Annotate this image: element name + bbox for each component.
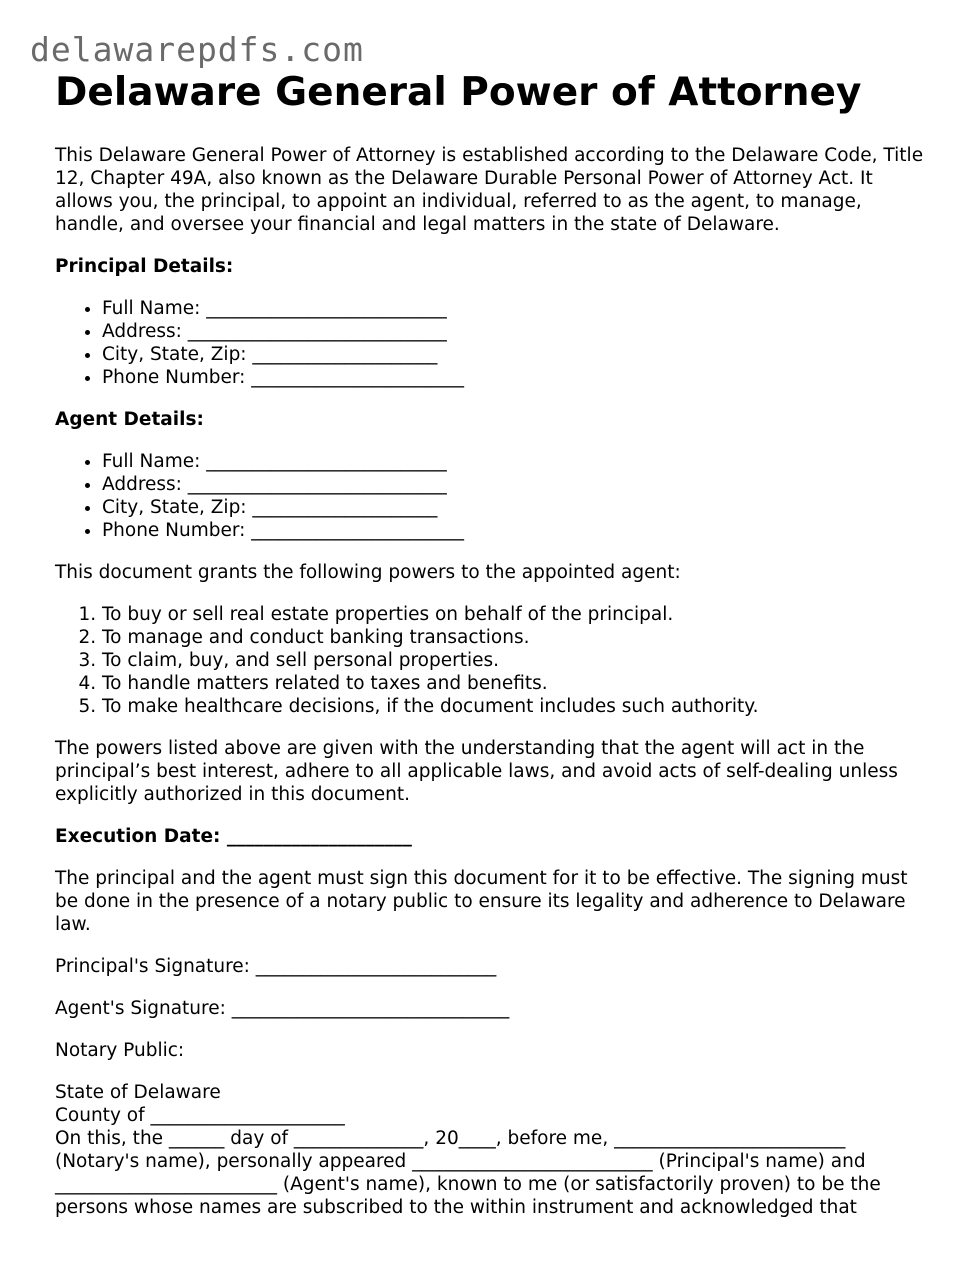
execution-date-field: Execution Date: ____________________ <box>55 826 412 847</box>
powers-list <box>55 603 935 718</box>
intro-paragraph: This Delaware General Power of Attorney is established according to the Delaware Code, Title 12, Chapter 49A, also known as the Delaware Durable Personal Power of Attorney Act. It allows you, the principal, to appoint an individual, referred to as the agent, to manage, handle, and oversee your financial and legal matters in the state of Delaware. <box>55 145 924 235</box>
power-item: 2. To manage and conduct banking transactions. <box>102 626 935 649</box>
principal-details-list <box>55 297 935 389</box>
notary-county-field: County of _____________________ <box>55 1105 345 1126</box>
principal-address-field: • Address: ____________________________ <box>102 320 935 343</box>
power-item: 1. To buy or sell real estate properties on behalf of the principal. <box>102 603 935 626</box>
notary-acknowledgment-line: ________________________ (Agent's name), known to me (or satisfactorily proven) to be the <box>55 1174 881 1195</box>
document-page <box>55 70 935 1219</box>
power-item: 3. To claim, buy, and sell personal properties. <box>102 649 935 672</box>
notary-heading: Notary Public: <box>55 1040 185 1061</box>
principal-phone-field: • Phone Number: _______________________ <box>102 366 935 389</box>
principal-signature-line: Principal's Signature: __________________________ <box>55 956 497 977</box>
notary-acknowledgment-line: persons whose names are subscribed to the within instrument and acknowledged that <box>55 1197 857 1218</box>
agent-phone-field: • Phone Number: _______________________ <box>102 519 935 542</box>
notary-acknowledgment-line: (Notary's name), personally appeared __________________________ (Principal's name) and <box>55 1151 866 1172</box>
principal-details-heading: Principal Details: <box>55 256 234 277</box>
power-item: 4. To handle matters related to taxes and benefits. <box>102 672 935 695</box>
agent-details-list <box>55 450 935 542</box>
power-item: 5. To make healthcare decisions, if the document includes such authority. <box>102 695 935 718</box>
notary-state: State of Delaware <box>55 1082 221 1103</box>
agent-details-heading: Agent Details: <box>55 409 204 430</box>
notary-acknowledgment-line: On this, the ______ day of ______________, 20____, before me, _________________________ <box>55 1128 846 1149</box>
powers-intro: This document grants the following powers to the appointed agent: <box>55 562 681 583</box>
principal-city-state-zip-field: • City, State, Zip: ____________________ <box>102 343 935 366</box>
signing-note: The principal and the agent must sign this document for it to be effective. The signing must be done in the presence of a notary public to ensure its legality and adherence to Delaware law. <box>55 868 908 935</box>
agent-full-name-field: • Full Name: __________________________ <box>102 450 935 473</box>
principal-full-name-field: • Full Name: __________________________ <box>102 297 935 320</box>
agent-signature-line: Agent's Signature: ______________________________ <box>55 998 510 1019</box>
notary-block <box>55 1081 935 1219</box>
agent-city-state-zip-field: • City, State, Zip: ____________________ <box>102 496 935 519</box>
agent-address-field: • Address: ____________________________ <box>102 473 935 496</box>
site-watermark: delawarepdfs.com <box>30 30 364 69</box>
powers-note: The powers listed above are given with the understanding that the agent will act in the principal’s best interest, adhere to all applicable laws, and avoid acts of self-dealing unless explicitly authorized in this document. <box>55 738 898 805</box>
document-title: Delaware General Power of Attorney <box>55 70 862 115</box>
